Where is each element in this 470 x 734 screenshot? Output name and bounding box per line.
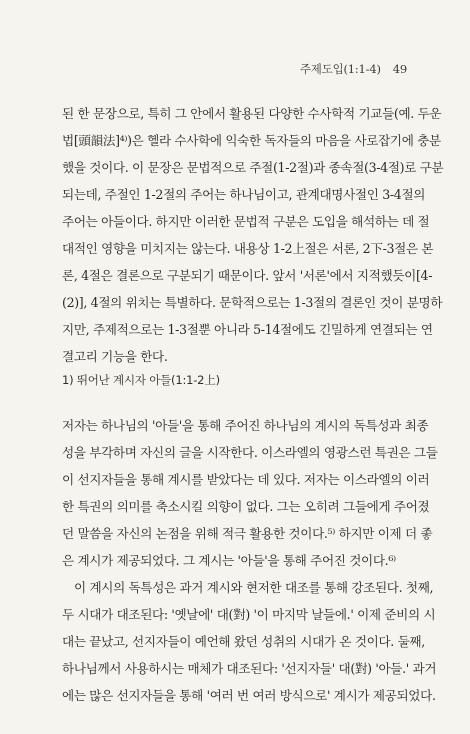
paragraph-line: 하나님께서 사용하시는 매체가 대조된다: '선지자들' 대(對) '아들.' 과거 — [62, 661, 437, 676]
paragraph-line: (2)], 4절의 위치는 특별하다. 문학적으로는 1-3절의 결론인 것이 분명하 — [62, 295, 443, 310]
paragraph-line: 에는 많은 선지자들을 통해 '여러 번 여러 방식으로' 계시가 제공되었다. — [62, 688, 436, 703]
paragraph-line: 주어는 아들이다. 하지만 이러한 문법적 구분은 도입을 해석하는 데 절 — [62, 214, 430, 229]
paragraph-line: 이 계시의 독특성은 과거 계시와 현저한 대조를 통해 강조된다. 첫째, — [74, 580, 434, 595]
paragraph-line: 던 말씀을 자신의 논점을 위해 적극 활용한 것이다.⁵⁾ 하지만 이제 더 좋 — [62, 526, 433, 541]
paragraph-line: 했을 것이다. 이 문장은 문법적으로 주절(1-2절)과 종속절(3-4절)로 구분 — [62, 160, 444, 175]
paragraph-line: 이 선지자들을 통해 계시를 받았다는 데 있다. 저자는 이스라엘의 이러 — [62, 472, 430, 487]
paragraph-line: 은 계시가 제공되었다. 그 계시는 '아들'을 통해 주어진 것이다.⁶⁾ — [62, 553, 396, 568]
paragraph-line: 대적인 영향을 미치지는 않는다. 내용상 1-2上절은 서론, 2下-3절은 본 — [62, 241, 434, 256]
paragraph-line: 되는데, 주절인 1-2절의 주어는 하나님이고, 관계대명사절인 3-4절의 — [62, 187, 426, 202]
paragraph-line: 한 특권의 의미를 축소시킬 의향이 없다. 그는 오히려 그들에게 주어졌 — [62, 499, 430, 514]
running-head — [300, 61, 407, 77]
paragraph-line: 론, 4절은 결론으로 구분되기 때문이다. 앞서 '서론'에서 지적했듯이[4- — [62, 268, 433, 283]
paragraph-line: 결고리 기능을 한다. — [62, 349, 168, 364]
paragraph-line: 된 한 문장으로, 특히 그 안에서 활용된 다양한 수사학적 기교들(예. 두운 — [62, 106, 442, 121]
paragraph-line: 법[頭韻法]⁴⁾)은 헬라 수사학에 익숙한 독자들의 마음을 사로잡기에 충분 — [62, 133, 441, 148]
paragraph-line: 성을 부각하며 자신의 글을 시작한다. 이스라엘의 영광스런 특권은 그들 — [62, 445, 438, 460]
paragraph-line: 대는 끝났고, 선지자들이 예언해 왔던 성취의 시대가 온 것이다. 둘째, — [62, 634, 425, 649]
paragraph-line: 저자는 하나님의 '아들'을 통해 주어진 하나님의 계시의 독특성과 최종 — [62, 418, 429, 433]
page-number: 49 — [392, 62, 407, 76]
paragraph-line: 두 시대가 대조된다: '옛날에' 대(對) '이 마지막 날들에.' 이제 준비의 시 — [62, 607, 436, 622]
section-heading: 1) 뛰어난 계시자 아들(1:1-2上) — [62, 373, 220, 387]
running-head-section: 주제도입(1:1-4) — [299, 62, 381, 76]
paragraph-line: 지만, 주제적으로는 1-3절뿐 아니라 5-14절에도 긴밀하게 연결되는 연 — [62, 322, 433, 337]
